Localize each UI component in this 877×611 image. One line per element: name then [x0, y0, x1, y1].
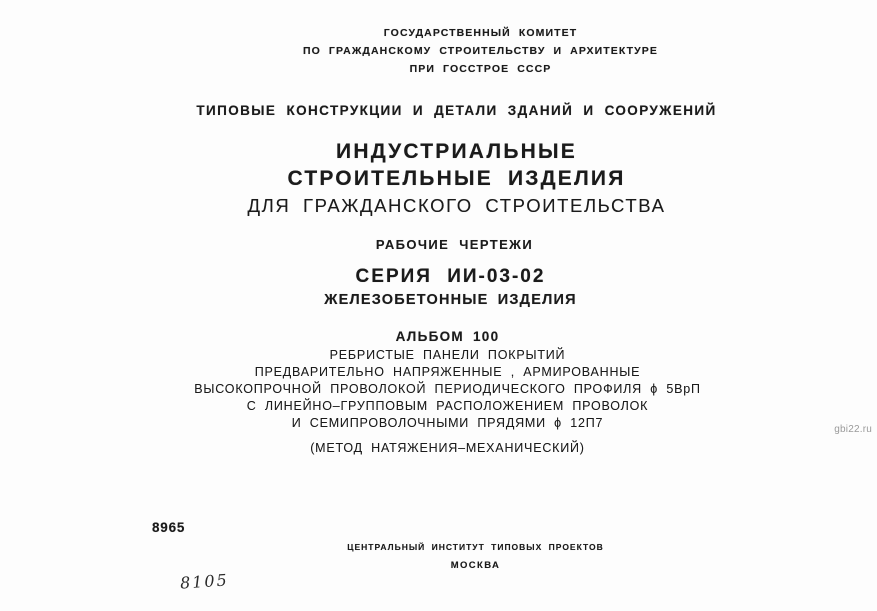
album-line: С ЛИНЕЙНО–ГРУППОВЫМ РАСПОЛОЖЕНИЕМ ПРОВОЛОК [246, 399, 649, 413]
album-line: РЕБРИСТЫЕ ПАНЕЛИ ПОКРЫТИЙ [329, 348, 566, 362]
document-number: 8965 [152, 520, 186, 535]
handwritten-inventory-number: 8105 [179, 570, 230, 593]
album-line: ВЫСОКОПРОЧНОЙ ПРОВОЛОКОЙ ПЕРИОДИЧЕСКОГО ПРОФИЛЯ ϕ 5ВрП [194, 382, 701, 396]
series-subtitle: ЖЕЛЕЗОБЕТОННЫЕ ИЗДЕЛИЯ [324, 292, 577, 308]
tensioning-method-line: (МЕТОД НАТЯЖЕНИЯ–МЕХАНИЧЕСКИЙ) [310, 441, 585, 455]
city-name: МОСКВА [450, 560, 501, 571]
site-watermark: gbi22.ru [834, 424, 872, 435]
typical-constructions-line: ТИПОВЫЕ КОНСТРУКЦИИ И ДЕТАЛИ ЗДАНИЙ И СООРУЖЕНИЙ [196, 103, 717, 118]
committee-header-line1: ГОСУДАРСТВЕННЫЙ КОМИТЕТ [383, 27, 578, 39]
main-title [0, 138, 877, 219]
committee-header-line2: ПО ГРАЖДАНСКОМУ СТРОИТЕЛЬСТВУ И АРХИТЕКТУРЕ [302, 45, 659, 57]
series-number: СЕРИЯ ИИ-03-02 [355, 266, 546, 287]
album-block [0, 328, 877, 457]
main-title-line1: ИНДУСТРИАЛЬНЫЕ [336, 140, 577, 163]
main-title-line3: ДЛЯ ГРАЖДАНСКОГО СТРОИТЕЛЬСТВА [247, 195, 666, 216]
album-line: ПРЕДВАРИТЕЛЬНО НАПРЯЖЕННЫЕ , АРМИРОВАННЫЕ [254, 365, 641, 379]
series-block [0, 266, 877, 308]
committee-header-line3: ПРИ ГОССТРОЕ СССР [409, 63, 552, 75]
album-line: И СЕМИПРОВОЛОЧНЫМИ ПРЯДЯМИ ϕ 12П7 [291, 416, 604, 430]
main-title-line2: СТРОИТЕЛЬНЫЕ ИЗДЕЛИЯ [287, 167, 626, 190]
album-title: АЛЬБОМ 100 [395, 329, 500, 344]
committee-header [0, 24, 877, 78]
working-drawings-label: РАБОЧИЕ ЧЕРТЕЖИ [375, 237, 534, 252]
publisher-footer [0, 542, 877, 571]
institute-name: ЦЕНТРАЛЬНЫЙ ИНСТИТУТ ТИПОВЫХ ПРОЕКТОВ [347, 542, 604, 552]
